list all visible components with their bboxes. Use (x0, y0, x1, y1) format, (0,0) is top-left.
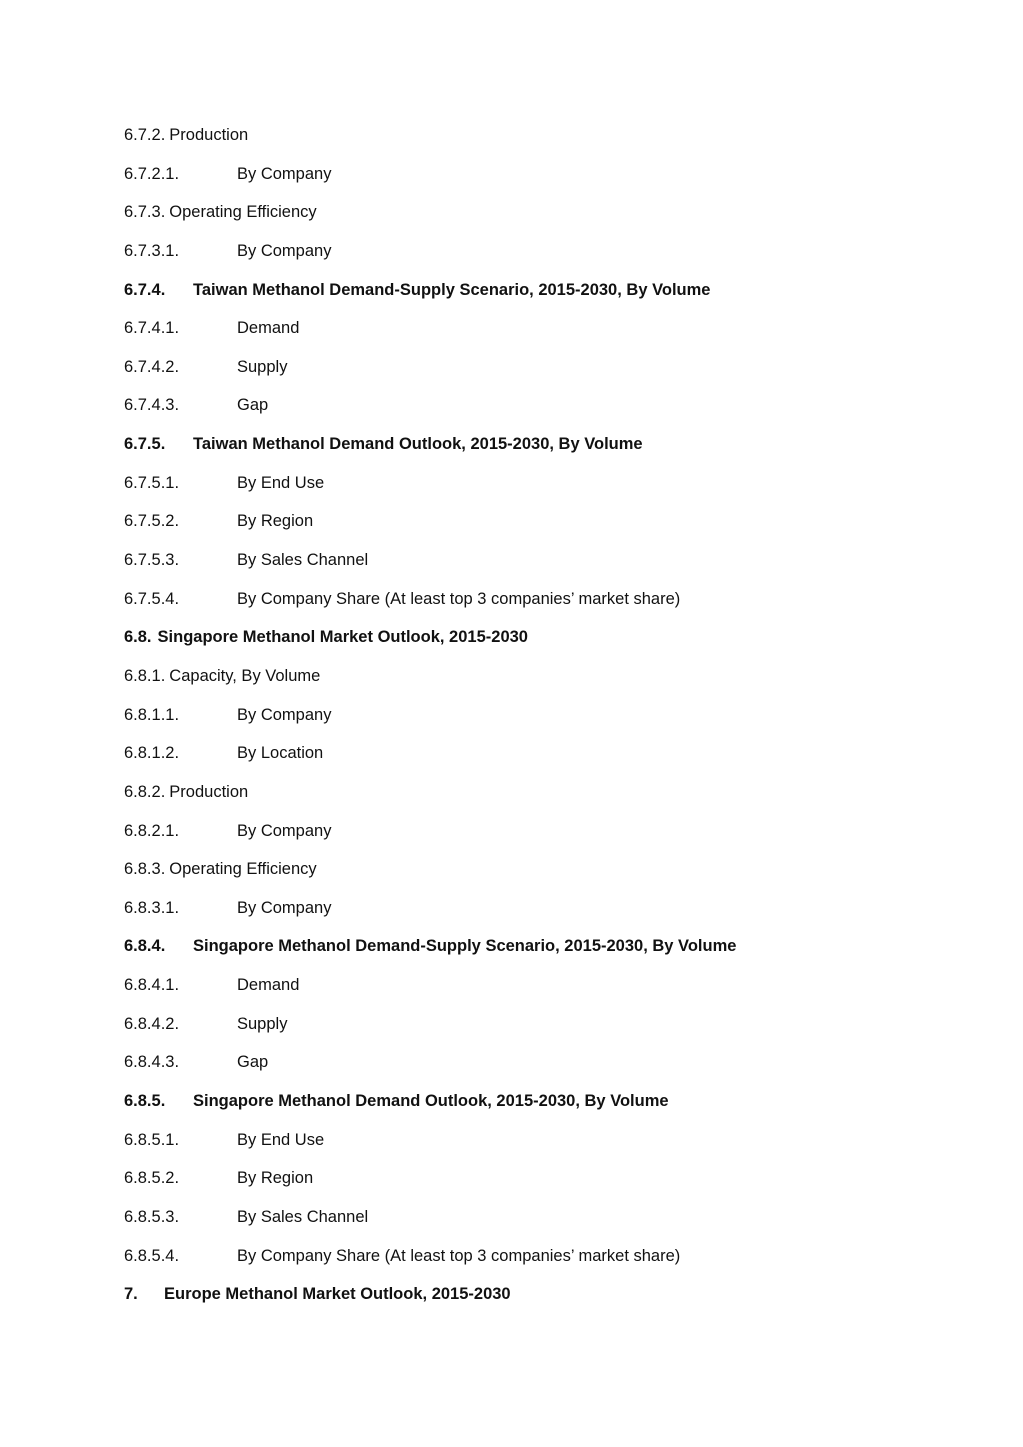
toc-text: By Sales Channel (237, 1207, 369, 1226)
toc-entry-6-8-3 (124, 858, 944, 897)
toc-text: Europe Methanol Market Outlook, 2015-2030 (164, 1285, 511, 1304)
toc-text: Taiwan Methanol Demand Outlook, 2015-2030, By Volume (193, 435, 643, 454)
toc-number: 6.8.5.4. (124, 1246, 180, 1265)
toc-entry-6-8-1-2 (124, 742, 944, 781)
toc-number: 6.7.2. (124, 126, 166, 144)
toc-entry-6-7-4-1 (124, 317, 944, 356)
toc-entry-6-7-5-1 (124, 472, 944, 511)
toc-text: By Company (237, 705, 332, 724)
toc-number: 6.8. (124, 628, 152, 647)
toc-number: 6.7.5.3. (124, 551, 180, 570)
table-of-contents (124, 124, 944, 1322)
toc-entry-6-7-4 (124, 279, 944, 318)
toc-number: 6.8.5.1. (124, 1130, 180, 1149)
toc-text: Taiwan Methanol Demand-Supply Scenario, 2015-2030, By Volume (193, 280, 711, 299)
toc-entry-6-8-2-1 (124, 820, 944, 859)
toc-text: By Company (237, 241, 332, 260)
toc-text: Gap (237, 396, 269, 415)
toc-number: 6.7.5.4. (124, 589, 180, 608)
toc-entry-6-7-5 (124, 433, 944, 472)
toc-text: Demand (237, 319, 300, 338)
toc-text: Operating Efficiency (169, 860, 317, 879)
toc-number: 6.8.4.2. (124, 1014, 180, 1033)
toc-number: 6.7.4. (124, 280, 166, 299)
toc-text: By Company (237, 821, 332, 840)
toc-entry-6-8-1 (124, 665, 944, 704)
toc-entry-6-7-5-4 (124, 588, 944, 627)
toc-entry-7 (124, 1283, 944, 1322)
toc-number: 6.7.5. (124, 435, 166, 454)
toc-text: Supply (237, 1014, 288, 1033)
toc-number: 6.7.4.2. (124, 357, 180, 376)
toc-text: Gap (237, 1053, 269, 1072)
toc-number: 6.8.5.2. (124, 1169, 180, 1188)
toc-number: 6.8.3.1. (124, 898, 180, 917)
toc-number: 6.8.1.1. (124, 705, 180, 724)
toc-text: Production (169, 126, 249, 144)
toc-number: 7. (124, 1285, 138, 1304)
toc-text: By Location (237, 744, 324, 763)
toc-number: 6.8.5. (124, 1092, 166, 1111)
toc-entry-6-8-5-4 (124, 1245, 944, 1284)
toc-text: By End Use (237, 1130, 325, 1149)
toc-text: By Region (237, 512, 314, 531)
toc-text: By Company (237, 898, 332, 917)
toc-number: 6.8.2. (124, 782, 166, 801)
toc-number: 6.7.5.1. (124, 473, 180, 492)
toc-number: 6.8.4.3. (124, 1053, 180, 1072)
toc-entry-6-8-5 (124, 1090, 944, 1129)
toc-number: 6.8.5.3. (124, 1207, 180, 1226)
toc-entry-6-7-3 (124, 201, 944, 240)
toc-entry-6-7-2-1 (124, 163, 944, 202)
toc-text: Supply (237, 357, 288, 376)
toc-number: 6.8.4. (124, 937, 166, 956)
toc-entry-6-7-4-3 (124, 394, 944, 433)
toc-number: 6.8.1.2. (124, 744, 180, 763)
toc-text: By Company Share (At least top 3 companies’ market share) (237, 1246, 681, 1265)
toc-entry-6-8-4 (124, 935, 944, 974)
toc-number: 6.7.4.1. (124, 319, 180, 338)
toc-entry-6-7-5-2 (124, 510, 944, 549)
toc-text: Demand (237, 976, 300, 995)
toc-entry-6-8-4-3 (124, 1051, 944, 1090)
toc-text: Singapore Methanol Demand-Supply Scenario, 2015-2030, By Volume (193, 937, 737, 956)
toc-text: Singapore Methanol Demand Outlook, 2015-2030, By Volume (193, 1092, 669, 1111)
toc-entry-6-8 (124, 626, 944, 665)
toc-entry-6-8-4-1 (124, 974, 944, 1013)
toc-entry-6-8-5-1 (124, 1129, 944, 1168)
toc-text: By End Use (237, 473, 325, 492)
toc-text: By Sales Channel (237, 551, 369, 570)
toc-number: 6.7.2.1. (124, 164, 180, 183)
toc-entry-6-8-5-2 (124, 1167, 944, 1206)
toc-entry-6-8-1-1 (124, 704, 944, 743)
toc-entry-6-7-2 (124, 124, 944, 163)
toc-number: 6.8.1. (124, 666, 166, 685)
toc-entry-6-8-5-3 (124, 1206, 944, 1245)
toc-text: Production (169, 782, 249, 801)
toc-number: 6.8.2.1. (124, 821, 180, 840)
toc-text: By Company (237, 164, 332, 183)
toc-text: By Region (237, 1169, 314, 1188)
toc-entry-6-7-4-2 (124, 356, 944, 395)
toc-text: By Company Share (At least top 3 companies’ market share) (237, 589, 681, 608)
toc-entry-6-8-4-2 (124, 1013, 944, 1052)
toc-number: 6.7.5.2. (124, 512, 180, 531)
toc-entry-6-8-3-1 (124, 897, 944, 936)
toc-text: Capacity, By Volume (169, 666, 321, 685)
toc-entry-6-7-5-3 (124, 549, 944, 588)
toc-number: 6.8.3. (124, 860, 166, 879)
toc-number: 6.8.4.1. (124, 976, 180, 995)
toc-number: 6.7.3. (124, 203, 166, 222)
toc-entry-6-8-2 (124, 781, 944, 820)
toc-entry-6-7-3-1 (124, 240, 944, 279)
toc-number: 6.7.4.3. (124, 396, 180, 415)
toc-text: Operating Efficiency (169, 203, 317, 222)
toc-number: 6.7.3.1. (124, 241, 180, 260)
toc-text: Singapore Methanol Market Outlook, 2015-2030 (157, 628, 528, 647)
